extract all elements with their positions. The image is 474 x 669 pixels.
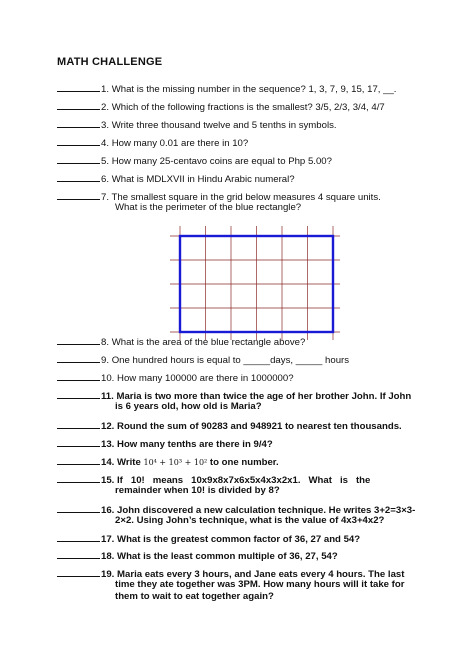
math-expression: 10⁴ + 10³ + 10² <box>143 458 208 467</box>
question-14 <box>57 455 279 470</box>
question-10 <box>57 371 294 386</box>
question-16-line-2: 2×2. Using John’s technique, what is the value of 4x3+4x2? <box>115 515 385 526</box>
question-text: What is the greatest common factor of 36, 27 and 54? <box>117 534 361 545</box>
answer-blank[interactable] <box>57 389 100 399</box>
answer-blank[interactable] <box>57 154 100 164</box>
question-text: One hundred hours is equal to _____days, _____ hours <box>111 355 350 366</box>
question-text: What is the missing number in the sequence? 1, 3, 7, 9, 15, 17, __. <box>111 84 397 95</box>
question-text: Which of the following fractions is the smallest? 3/5, 2/3, 3/4, 4/7 <box>111 102 385 113</box>
question-number: 13. <box>101 439 115 450</box>
question-number: 1. <box>101 84 110 95</box>
question-number: 12. <box>101 421 115 432</box>
question-11-line-2: is 6 years old, how old is Maria? <box>115 401 262 412</box>
question-number: 18. <box>101 551 115 562</box>
question-number: 3. <box>101 120 110 131</box>
question-number: 6. <box>101 174 110 185</box>
question-1 <box>57 82 396 97</box>
answer-blank[interactable] <box>57 567 100 577</box>
question-number: 2. <box>101 102 110 113</box>
question-number: 16. <box>101 505 115 516</box>
question-8 <box>57 335 305 350</box>
question-text: How many 100000 are there in 1000000? <box>117 373 294 384</box>
question-4 <box>57 136 248 151</box>
question-text: Maria is two more than twice the age of her brother John. If John <box>116 391 412 402</box>
question-text: Maria eats every 3 hours, and Jane eats every 4 hours. The last <box>117 569 405 580</box>
question-13 <box>57 437 273 452</box>
question-text: How many 25-centavo coins are equal to Php 5.00? <box>111 156 332 167</box>
answer-blank[interactable] <box>57 172 100 182</box>
question-number: 8. <box>101 337 110 348</box>
question-number: 15. <box>101 475 115 486</box>
question-text: What is MDLXVII in Hindu Arabic numeral? <box>111 174 295 185</box>
question-text: Round the sum of 90283 and 948921 to nearest ten thousands. <box>117 421 402 432</box>
answer-blank[interactable] <box>57 503 100 513</box>
question-text: How many 0.01 are there in 10? <box>111 138 249 149</box>
question-number: 10. <box>101 373 115 384</box>
question-2 <box>57 100 385 115</box>
question-number: 9. <box>101 355 110 366</box>
answer-blank[interactable] <box>57 118 100 128</box>
answer-blank[interactable] <box>57 455 100 465</box>
grid-lines <box>170 226 340 340</box>
question-15-line-2: remainder when 10! is divided by 8? <box>115 485 280 496</box>
question-6 <box>57 172 295 187</box>
question-7-line-2: What is the perimeter of the blue rectangle? <box>115 202 302 213</box>
answer-blank[interactable] <box>57 190 100 200</box>
question-number: 5. <box>101 156 110 167</box>
answer-blank[interactable] <box>57 136 100 146</box>
answer-blank[interactable] <box>57 82 100 92</box>
question-text: How many tenths are there in 9/4? <box>117 439 273 450</box>
question-12 <box>57 419 402 434</box>
answer-blank[interactable] <box>57 532 100 542</box>
answer-blank[interactable] <box>57 100 100 110</box>
question-17 <box>57 532 360 547</box>
answer-blank[interactable] <box>57 419 100 429</box>
question-19-line-2: time they ate together was 3PM. How many hours will it take for <box>115 579 405 590</box>
question-5 <box>57 154 332 169</box>
question-9 <box>57 353 349 368</box>
question-number: 11. <box>101 391 114 402</box>
question-text: John discovered a new calculation technique. He writes 3+2=3×3- <box>117 505 416 516</box>
question-text: Write three thousand twelve and 5 tenths in symbols. <box>111 120 337 131</box>
answer-blank[interactable] <box>57 549 100 559</box>
question-text-before: Write <box>117 457 141 468</box>
question-text: If 10! means 10x9x8x7x6x5x4x3x2x1. What is the <box>117 475 371 486</box>
question-number: 19. <box>101 569 115 580</box>
question-text: The smallest square in the grid below measures 4 square units. <box>109 192 381 203</box>
question-text: What is the least common multiple of 36, 27, 54? <box>117 551 338 562</box>
question-18 <box>57 549 338 564</box>
answer-blank[interactable] <box>57 335 100 345</box>
question-3 <box>57 118 337 133</box>
answer-blank[interactable] <box>57 353 100 363</box>
question-text-after: to one number. <box>209 457 279 468</box>
answer-blank[interactable] <box>57 437 100 447</box>
question-number: 7. <box>101 192 110 203</box>
question-number: 14. <box>101 457 115 468</box>
question-text: What is the area of the blue rectangle above? <box>111 337 306 348</box>
question-number: 17. <box>101 534 115 545</box>
question-number: 4. <box>101 138 110 149</box>
answer-blank[interactable] <box>57 371 100 381</box>
question-19-line-3: them to wait to eat together again? <box>115 591 274 602</box>
answer-blank[interactable] <box>57 473 100 483</box>
page-title: MATH CHALLENGE <box>57 56 163 68</box>
grid-figure <box>170 226 340 340</box>
